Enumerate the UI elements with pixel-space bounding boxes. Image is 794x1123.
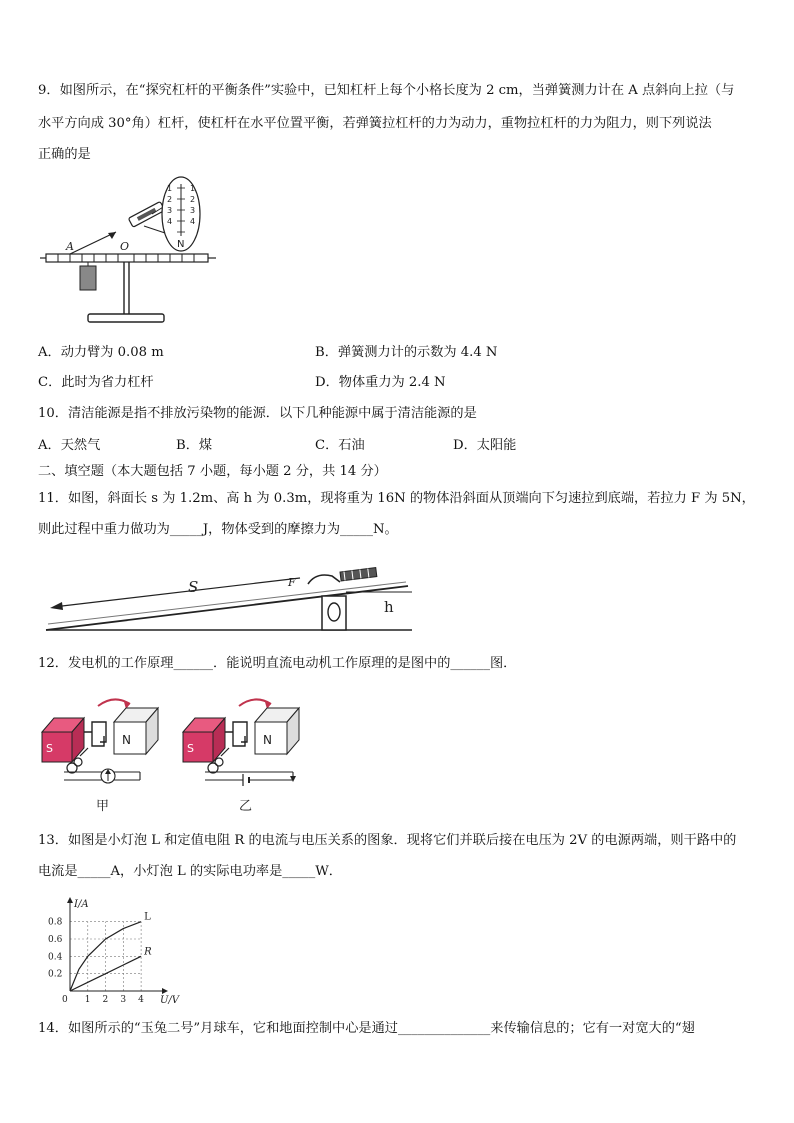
q9-option-b: B．弹簧测力计的示数为 4.4 N [315,345,498,360]
scale-tick-3-right: 3 [190,206,196,215]
y-axis-label: I/A [74,899,89,910]
lever-figure [40,176,220,328]
scale-tick-2-right: 2 [190,195,196,204]
x-axis-arrow [162,988,168,994]
x-tick-label: 0 [62,995,68,1005]
series-label-R: R [144,946,152,958]
magnet-n-label-jia: N [122,733,131,747]
section-heading: 二、填空题（本大题包括 7 小题，每小题 2 分，共 14 分） [38,464,387,479]
height-label: h [384,598,394,616]
slope-length-label: S [188,578,199,596]
q9-stem-line3: 正确的是 [38,147,91,162]
x-tick-label: 4 [138,995,144,1005]
q10-option-a: A．天然气 [38,438,101,453]
q11-stem-line2: 则此过程中重力做功为_____J，物体受到的摩擦力为_____N。 [38,522,398,537]
scale-tick-3-left: 3 [167,206,173,215]
y-tick-label: 0.4 [48,952,63,963]
force-label: F [288,576,296,589]
scale-tick-4-right: 4 [190,217,196,226]
generator-figure-jia [40,692,166,816]
x-axis-label: U/V [160,995,180,1006]
q12-stem: 12．发电机的工作原理______．能说明直流电动机工作原理的是图中的______图． [38,656,517,671]
q10-option-b: B．煤 [176,438,213,453]
magnet-s-label-jia: S [46,742,53,755]
y-tick-label: 0.6 [48,935,63,945]
q9-option-d: D．物体重力为 2.4 N [315,375,446,390]
q10-option-c: C．石油 [315,438,365,453]
scale-tick-4-left: 4 [167,217,173,226]
q9-stem-line2: 水平方向成 30°角）杠杆，使杠杆在水平位置平衡，若弹簧拉杠杆的力为动力，重物拉杠杆的力为阻力，则下列说法 [38,116,712,131]
iv-chart [40,896,180,1006]
x-tick-label: 1 [84,995,91,1005]
point-a-label: A [66,240,74,253]
q10-stem: 10．清洁能源是指不排放污染物的能源．以下几种能源中属于清洁能源的是 [38,406,477,421]
point-o-label: O [120,240,130,253]
magnet-s-label-yi: S [187,742,194,755]
motor-figure-yi [181,692,311,816]
q13-stem-line1: 13．如图是小灯泡 L 和定值电阻 R 的电流与电压关系的图象．现将它们并联后接在电压为 2V 的电源两端，则干路中的 [38,833,737,848]
x-tick-label: 3 [120,995,127,1005]
scale-tick-1-left: 1 [167,184,173,193]
incline-figure [40,558,420,634]
y-axis-arrow [67,897,73,903]
q9-option-c: C．此时为省力杠杆 [38,375,154,390]
q14-stem-line1: 14．如图所示的“玉兔二号”月球车，它和地面控制中心是通过______________来传输信息的；它有一对宽大的“翅 [38,1021,695,1036]
y-tick-label: 0.8 [48,917,63,928]
q9-option-a: A．动力臂为 0.08 m [38,345,164,360]
scale-tick-2-left: 2 [167,195,173,204]
series-label-L: L [144,911,151,923]
q13-stem-line2: 电流是_____A，小灯泡 L 的实际电功率是_____W． [38,864,342,879]
q11-stem-line1: 11．如图，斜面长 s 为 1.2m、高 h 为 0.3m，现将重为 16N 的物体沿斜面从顶端向下匀速拉到底端，若拉力 F 为 5N， [38,491,755,506]
magnet-n-label-yi: N [263,733,272,747]
y-tick-label: 0.2 [48,969,63,980]
q9-stem-line1: 9．如图所示，在“探究杠杆的平衡条件”实验中，已知杠杆上每个小格长度为 2 cm，当弹簧测力计在 A 点斜向上拉（与 [38,83,735,98]
scale-tick-1-right: 1 [190,184,196,193]
x-tick-label: 2 [102,995,109,1005]
q10-option-d: D．太阳能 [453,438,517,453]
figure-caption-jia: 甲 [96,799,110,814]
figure-caption-yi: 乙 [239,799,253,814]
scale-unit-n: N [177,239,185,250]
